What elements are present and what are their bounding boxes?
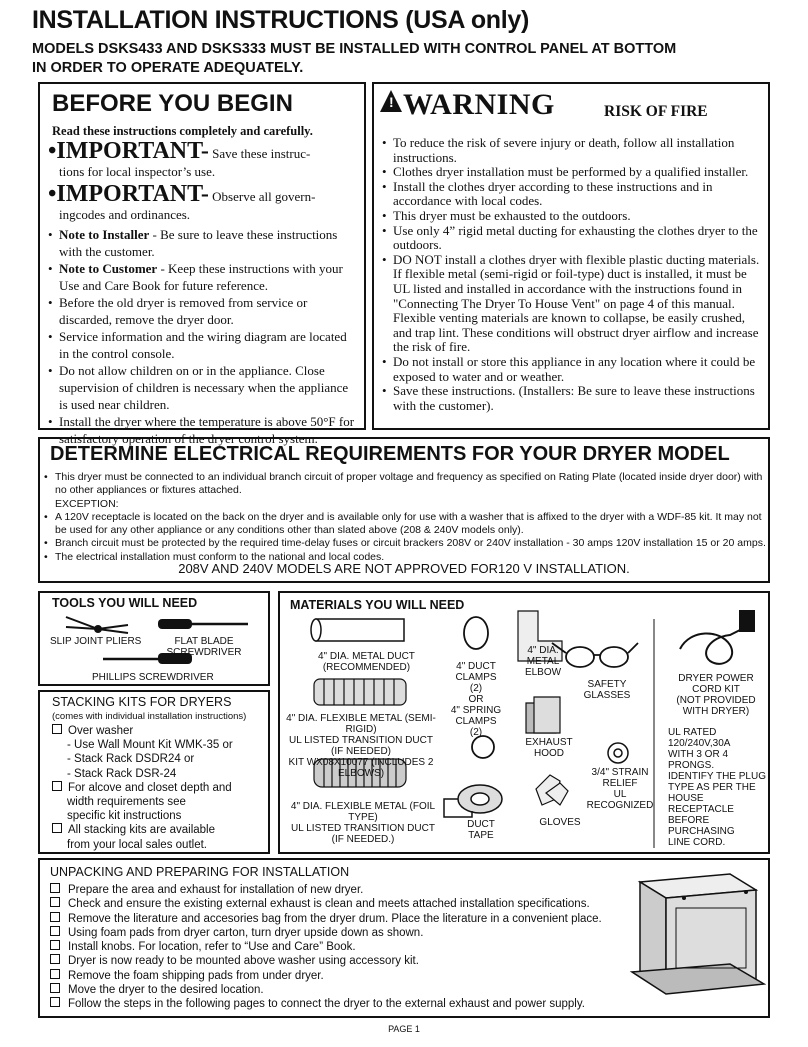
unpacking-list	[50, 883, 602, 1012]
power-cord-label: DRYER POWER CORD KIT (NOT PROVIDED WITH DRYER)	[676, 673, 756, 717]
item-service: • Service information and the wiring diagram are located in the control console.	[48, 328, 360, 362]
unpacking-step: Install knobs. For location, refer to “Use and Care” Book.	[50, 940, 602, 954]
warning-risk: RISK OF FIRE	[604, 103, 708, 120]
checkbox-icon	[50, 969, 60, 979]
important-2-text-a: Observe all govern-	[212, 189, 316, 204]
duct-tape-label: DUCT TAPE	[467, 819, 495, 841]
warning-item: • Use only 4” rigid metal ducting for exhausting the clothes dryer to the outdoors.	[382, 224, 764, 253]
warning-item: • Install the clothes dryer according to these instructions and in accordance with local codes.	[382, 180, 764, 209]
page-title: INSTALLATION INSTRUCTIONS (USA only)	[32, 6, 530, 34]
unpacking-step: Using foam pads from dryer carton, turn dryer upside down as shown.	[50, 926, 602, 940]
foil-duct-label: 4" DIA. FLEXIBLE METAL (FOIL TYPE) UL LISTED TRANSITION DUCT (IF NEEDED.)	[290, 801, 436, 845]
warning-triangle-icon: !	[380, 90, 402, 112]
warning-item: • Clothes dryer installation must be performed by a qualified installer.	[382, 165, 764, 180]
note-customer: • Note to Customer - Keep these instructions with your Use and Care Book for future reference.	[48, 260, 360, 294]
electrical-item-1: • This dryer must be connected to an individual branch circuit of proper voltage and frequency as specified on Rating Plate (located inside dryer door) with no other appliances or fixtures attached.	[44, 471, 766, 498]
important-1: •IMPORTANT- Save these instruc- tions for local inspector’s use.	[48, 139, 360, 180]
unpacking-title: UNPACKING AND PREPARING FOR INSTALLATION	[50, 865, 350, 879]
important-2-text-b: ingcodes and ordinances.	[59, 207, 191, 222]
pliers-label: SLIP JOINT PLIERS	[50, 636, 142, 647]
subtitle-line-1: MODELS DSKS433 AND DSKS333 MUST BE INSTALLED WITH CONTROL PANEL AT BOTTOM	[32, 41, 677, 57]
electrical-box	[38, 437, 770, 583]
stacking-list: Over washer - Use Wall Mount Kit WMK-35 or - Stack Rack DSDR24 or - Stack Rack DSR-24 For alcove and closet depth and width requirements see specific kit instructions All stacking kits are available from your local sales outlet.	[52, 724, 233, 852]
stacking-alcove-b: width requirements see	[67, 796, 186, 809]
important-2-label: IMPORTANT-	[56, 181, 209, 207]
warning-heading	[380, 88, 555, 122]
glasses-label: SAFETY GLASSES	[583, 679, 631, 701]
unpacking-step: Move the dryer to the desired location.	[50, 983, 602, 997]
warning-item: • Save these instructions. (Installers: Be sure to leave these instructions with the customer).	[382, 384, 764, 413]
before-list	[48, 139, 360, 447]
stacking-wmk: - Use Wall Mount Kit WMK-35 or	[67, 739, 233, 752]
warning-box	[372, 82, 770, 430]
strain-relief-label: 3/4" STRAIN RELIEF UL RECOGNIZED	[586, 767, 654, 811]
tools-box	[38, 591, 270, 686]
duct-tape-icon	[444, 785, 502, 817]
flat-screwdriver-icon	[158, 619, 248, 629]
elbow-label: 4" DIA. METAL ELBOW	[524, 645, 562, 678]
warning-item: • This dryer must be exhausted to the outdoors.	[382, 209, 764, 224]
exhaust-hood-icon	[526, 697, 560, 733]
gloves-icon	[536, 775, 568, 805]
electrical-item-3: • Branch circuit must be protected by the required time-delay fuses or circuit brackers 208V or 240V installation - 30 amps 120V installation 15 or 20 amps.	[44, 537, 766, 550]
strain-relief-icon	[608, 743, 628, 763]
semi-rigid-duct-label: 4" DIA. FLEXIBLE METAL (SEMI-RIGID) UL LISTED TRANSITION DUCT (IF NEEDED) KIT WX08X10077 (INCLUDES 2 ELBOWS)	[286, 713, 436, 779]
stacking-alcove-c: specific kit instructions	[67, 810, 182, 823]
phillips-screwdriver-label: PHILLIPS SCREWDRIVER	[92, 672, 214, 683]
electrical-exception: EXCEPTION:	[55, 497, 119, 510]
important-2: •IMPORTANT- Observe all govern- ingcodes and ordinances.	[48, 182, 360, 223]
materials-title: MATERIALS YOU WILL NEED	[290, 598, 465, 612]
checkbox-icon	[50, 997, 60, 1007]
note-installer: • Note to Installer - Be sure to leave these instructions with the customer.	[48, 226, 360, 260]
subtitle-line-2: IN ORDER TO OPERATE ADEQUATELY.	[32, 60, 304, 76]
important-1-text-b: tions for local inspector’s use.	[59, 164, 216, 179]
tools-title: TOOLS YOU WILL NEED	[52, 596, 198, 610]
warning-item: • To reduce the risk of severe injury or death, follow all installation instructions.	[382, 136, 764, 165]
gloves-label: GLOVES	[539, 817, 581, 828]
checkbox-icon	[50, 940, 60, 950]
checkbox-icon	[52, 781, 62, 791]
stacking-box	[38, 690, 270, 854]
electrical-title: DETERMINE ELECTRICAL REQUIREMENTS FOR YOUR DRYER MODEL	[50, 443, 730, 465]
checkbox-icon	[52, 823, 62, 833]
item-door: • Before the old dryer is removed from service or discarded, remove the dryer door.	[48, 294, 360, 328]
unpacking-step: Remove the literature and accesories bag from the dryer drum. Place the literature in a convenient place.	[50, 912, 602, 926]
stacking-title: STACKING KITS FOR DRYERS	[52, 695, 232, 709]
item-children: • Do not allow children on or in the appliance. Close supervision of children is necessary when the appliance is used near children.	[48, 362, 360, 413]
checkbox-icon	[50, 883, 60, 893]
electrical-body	[44, 471, 766, 564]
materials-box	[278, 591, 770, 854]
pliers-icon	[66, 617, 128, 633]
hood-label: EXHAUST HOOD	[525, 737, 573, 759]
before-title: BEFORE YOU BEGIN	[52, 90, 293, 117]
stacking-dsr: - Stack Rack DSR-24	[67, 767, 177, 780]
warning-item: • Do not install or store this appliance in any location where it could be exposed to water and or weather.	[382, 355, 764, 384]
page-subtitle	[32, 40, 676, 78]
checkbox-icon	[50, 926, 60, 936]
checkbox-icon	[50, 954, 60, 964]
stacking-note: (comes with individual installation instructions)	[52, 711, 247, 722]
metal-duct-icon	[311, 619, 404, 641]
unpacking-step: Dryer is now ready to be mounted above washer using accessory kit.	[50, 954, 602, 968]
before-read-note: Read these instructions completely and carefully.	[52, 124, 313, 138]
electrical-item-2: • A 120V receptacle is located on the back on the dryer and is available only for use with a washer that is affixed to the dryer with a WDF-85 kit. It may not be used for any other appliance or any conditions other than slated above (208 & 240V models only).	[44, 511, 766, 538]
dryer-upside-down-icon	[626, 868, 766, 1008]
checkbox-icon	[52, 724, 62, 734]
warning-list	[382, 136, 764, 413]
unpacking-box	[38, 858, 770, 1018]
page-number: PAGE 1	[388, 1024, 420, 1034]
checkbox-icon	[50, 912, 60, 922]
stacking-avail-b: from your local sales outlet.	[67, 838, 207, 851]
unpacking-step: Check and ensure the existing external exhaust is clean and meets attached installation specifications.	[50, 897, 602, 911]
important-1-text-a: Save these instruc-	[212, 146, 311, 161]
warning-item: • DO NOT install a clothes dryer with flexible plastic ducting materials. If flexible metal (semi-rigid or foil-type) duct is installed, it must be UL listed and installed in accordance with the instructions found in "Connecting The Dryer To House Vent" on page 4 of this manual. Flexible venting materials are known to collapse, be easily crushed, and trap lint. These conditions will obstruct dryer airflow and increase the risk of fire.	[382, 253, 764, 355]
unpacking-step: Prepare the area and exhaust for installation of new dryer.	[50, 883, 602, 897]
before-you-begin-box	[38, 82, 366, 446]
unpacking-step: Follow the steps in the following pages to connect the dryer to the external exhaust and power supply.	[50, 997, 602, 1011]
electrical-footer: 208V AND 240V MODELS ARE NOT APPROVED FOR120 V INSTALLATION.	[178, 561, 630, 576]
electrical-item-4: • The electrical installation must conform to the national and local codes.	[44, 551, 766, 564]
item-temperature: • Install the dryer where the temperature is above 50°F for satisfactory operation of the dryer control system.	[48, 413, 360, 447]
stacking-dsdr: - Stack Rack DSDR24 or	[67, 753, 195, 766]
metal-duct-label: 4" DIA. METAL DUCT (RECOMMENDED)	[318, 651, 415, 673]
clamps-label: 4" DUCT CLAMPS (2) OR 4" SPRING CLAMPS (2)	[450, 661, 502, 738]
power-cord-icon	[680, 611, 754, 664]
checkbox-icon	[50, 983, 60, 993]
warning-title: WARNING	[403, 88, 555, 121]
unpacking-step: Remove the foam shipping pads from under dryer.	[50, 969, 602, 983]
checkbox-icon	[50, 897, 60, 907]
important-1-label: IMPORTANT-	[56, 138, 209, 164]
flat-screwdriver-label: FLAT BLADE SCREWDRIVER	[166, 636, 242, 658]
ul-rated-note: UL RATED 120/240V,30A WITH 3 OR 4 PRONGS. IDENTIFY THE PLUG TYPE AS PER THE HOUSE RECEPTACLE BEFORE PURCHASING LINE CORD.	[668, 727, 766, 848]
semi-rigid-duct-icon	[314, 679, 406, 705]
